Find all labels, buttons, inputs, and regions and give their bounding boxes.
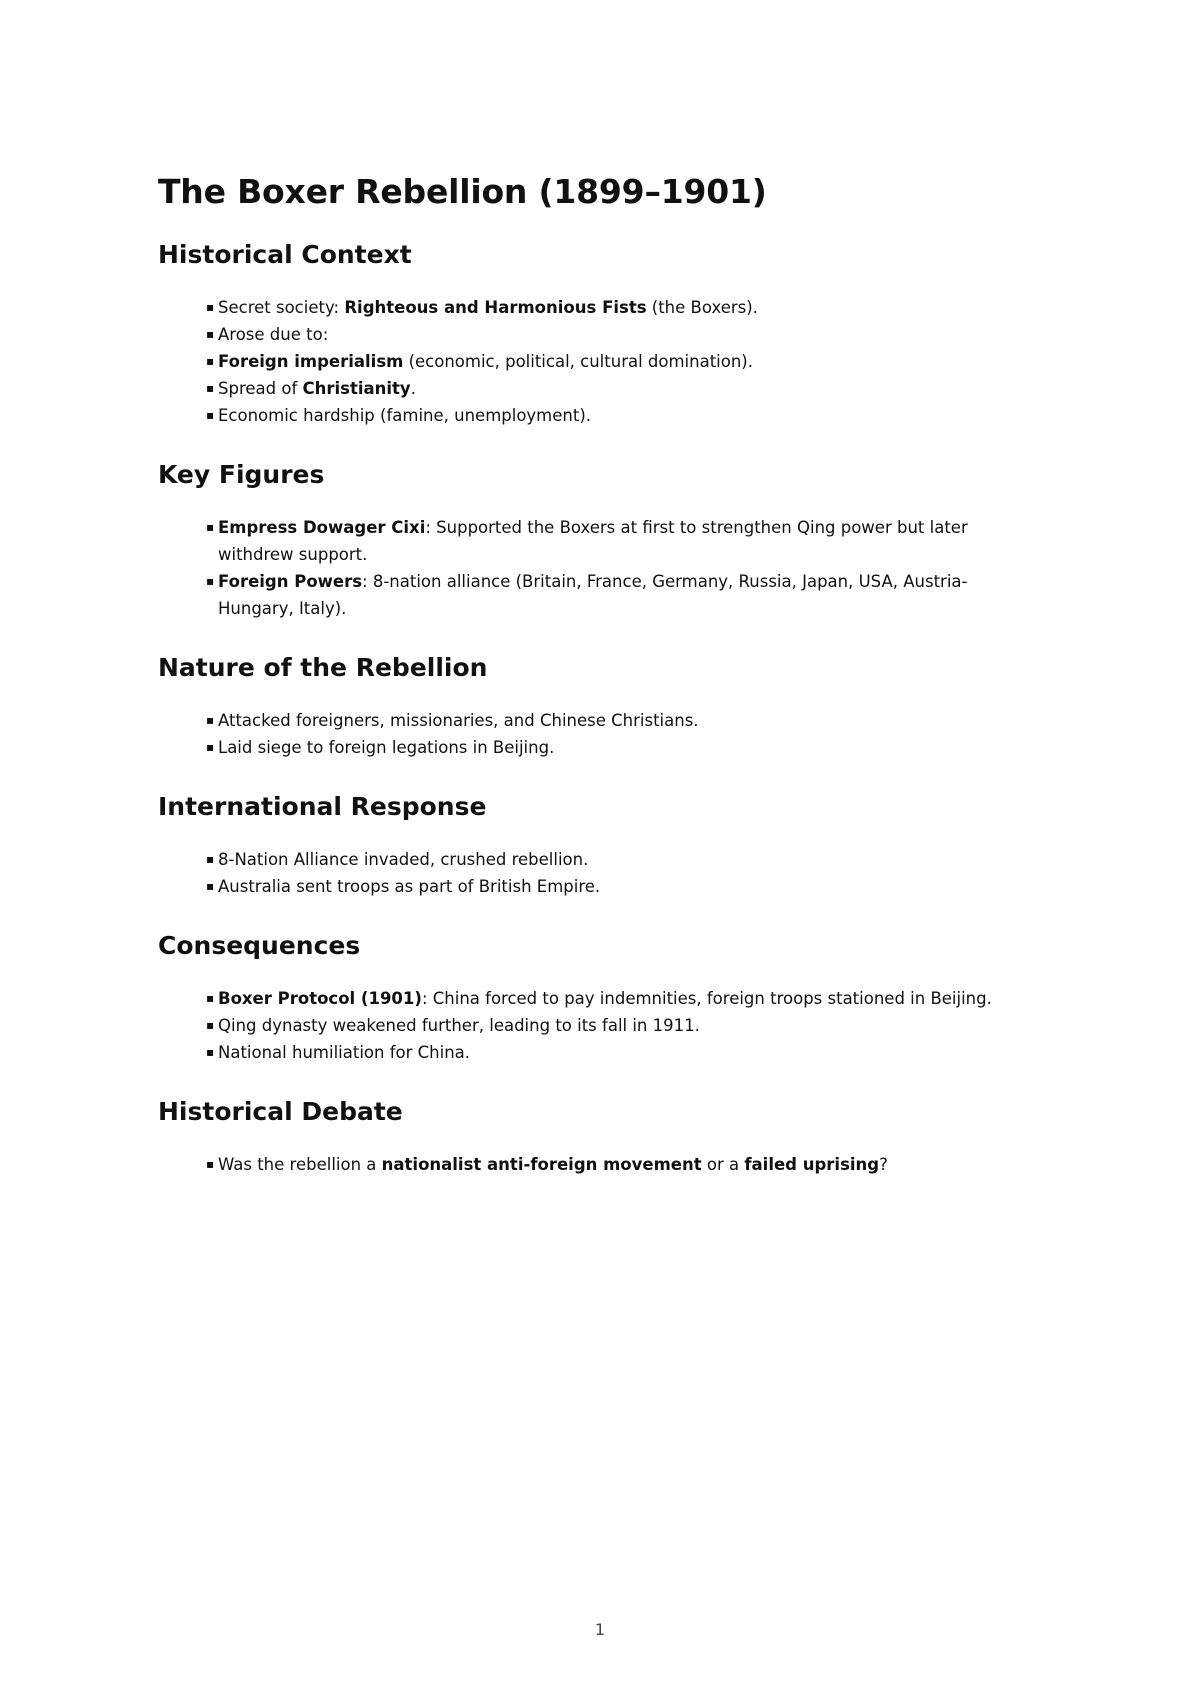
list-item bbox=[206, 348, 1038, 375]
bullet-icon: ▪ bbox=[206, 407, 215, 422]
section-heading: Nature of the Rebellion bbox=[158, 652, 488, 682]
list-item bbox=[206, 1151, 1038, 1178]
bullet-icon: ▪ bbox=[206, 353, 215, 368]
text-run: 8-Nation Alliance invaded, crushed rebellion. bbox=[218, 849, 589, 869]
bold-text: Empress Dowager Cixi bbox=[218, 517, 426, 537]
bullet-list bbox=[158, 985, 1038, 1066]
list-item bbox=[206, 985, 1038, 1012]
text-run: Qing dynasty weakened further, leading to its fall in 1911. bbox=[218, 1015, 700, 1035]
text-run: . bbox=[410, 378, 416, 398]
section-heading: Consequences bbox=[158, 930, 361, 960]
bullet-icon: ▪ bbox=[206, 326, 215, 341]
bullet-icon: ▪ bbox=[206, 380, 215, 395]
document-sections bbox=[158, 240, 1038, 1178]
section-heading: Historical Context bbox=[158, 239, 412, 269]
bullet-icon: ▪ bbox=[206, 573, 215, 588]
section-heading: International Response bbox=[158, 791, 487, 821]
text-run: (economic, political, cultural domination). bbox=[403, 351, 753, 371]
bullet-icon: ▪ bbox=[206, 299, 215, 314]
bullet-icon: ▪ bbox=[206, 1044, 215, 1059]
bold-text: Foreign imperialism bbox=[218, 351, 404, 371]
bullet-list bbox=[158, 1151, 1038, 1178]
bold-text: nationalist anti-foreign movement bbox=[381, 1154, 702, 1174]
list-item bbox=[206, 514, 1038, 568]
bullet-icon: ▪ bbox=[206, 739, 215, 754]
list-item bbox=[206, 294, 1038, 321]
text-run: Spread of bbox=[218, 378, 303, 398]
section-heading: Historical Debate bbox=[158, 1096, 403, 1126]
text-run: Laid siege to foreign legations in Beijing. bbox=[218, 737, 555, 757]
list-item bbox=[206, 375, 1038, 402]
bold-text: Christianity bbox=[302, 378, 411, 398]
text-run: Economic hardship (famine, unemployment). bbox=[218, 405, 592, 425]
text-run: Was the rebellion a bbox=[218, 1154, 382, 1174]
list-item bbox=[206, 846, 1038, 873]
list-item bbox=[206, 707, 1038, 734]
list-item bbox=[206, 873, 1038, 900]
text-run: Secret society: bbox=[218, 297, 345, 317]
text-run: : 8-nation alliance (Britain, France, Germany, Russia, Japan, USA, Austria-Hungary, Italy). bbox=[218, 571, 968, 618]
bullet-icon: ▪ bbox=[206, 1017, 215, 1032]
bold-text: Righteous and Harmonious Fists bbox=[344, 297, 647, 317]
bullet-list bbox=[158, 707, 1038, 761]
list-item bbox=[206, 321, 1038, 348]
text-run: National humiliation for China. bbox=[218, 1042, 471, 1062]
text-run: : China forced to pay indemnities, foreign troops stationed in Beijing. bbox=[421, 988, 992, 1008]
document-content bbox=[158, 172, 1038, 1209]
text-run: ? bbox=[879, 1154, 888, 1174]
list-item bbox=[206, 1012, 1038, 1039]
list-item bbox=[206, 402, 1038, 429]
bold-text: Boxer Protocol (1901) bbox=[218, 988, 422, 1008]
text-run: : Supported the Boxers at first to strengthen Qing power but later withdrew support. bbox=[218, 517, 968, 564]
bold-text: failed uprising bbox=[744, 1154, 880, 1174]
text-run: Attacked foreigners, missionaries, and Chinese Christians. bbox=[218, 710, 699, 730]
page-number: 1 bbox=[594, 1620, 606, 1639]
bullet-icon: ▪ bbox=[206, 519, 215, 534]
bullet-icon: ▪ bbox=[206, 1156, 215, 1171]
bullet-list bbox=[158, 294, 1038, 429]
text-run: (the Boxers). bbox=[646, 297, 758, 317]
list-item bbox=[206, 568, 1038, 622]
bullet-list bbox=[158, 846, 1038, 900]
bullet-icon: ▪ bbox=[206, 712, 215, 727]
bold-text: Foreign Powers bbox=[218, 571, 363, 591]
text-run: Arose due to: bbox=[218, 324, 329, 344]
section-heading: Key Figures bbox=[158, 459, 325, 489]
text-run: or a bbox=[701, 1154, 745, 1174]
bullet-icon: ▪ bbox=[206, 851, 215, 866]
list-item bbox=[206, 734, 1038, 761]
bullet-icon: ▪ bbox=[206, 878, 215, 893]
document-title: The Boxer Rebellion (1899–1901) bbox=[158, 172, 767, 211]
text-run: Australia sent troops as part of British Empire. bbox=[218, 876, 601, 896]
bullet-list bbox=[158, 514, 1038, 622]
bullet-icon: ▪ bbox=[206, 990, 215, 1005]
list-item bbox=[206, 1039, 1038, 1066]
